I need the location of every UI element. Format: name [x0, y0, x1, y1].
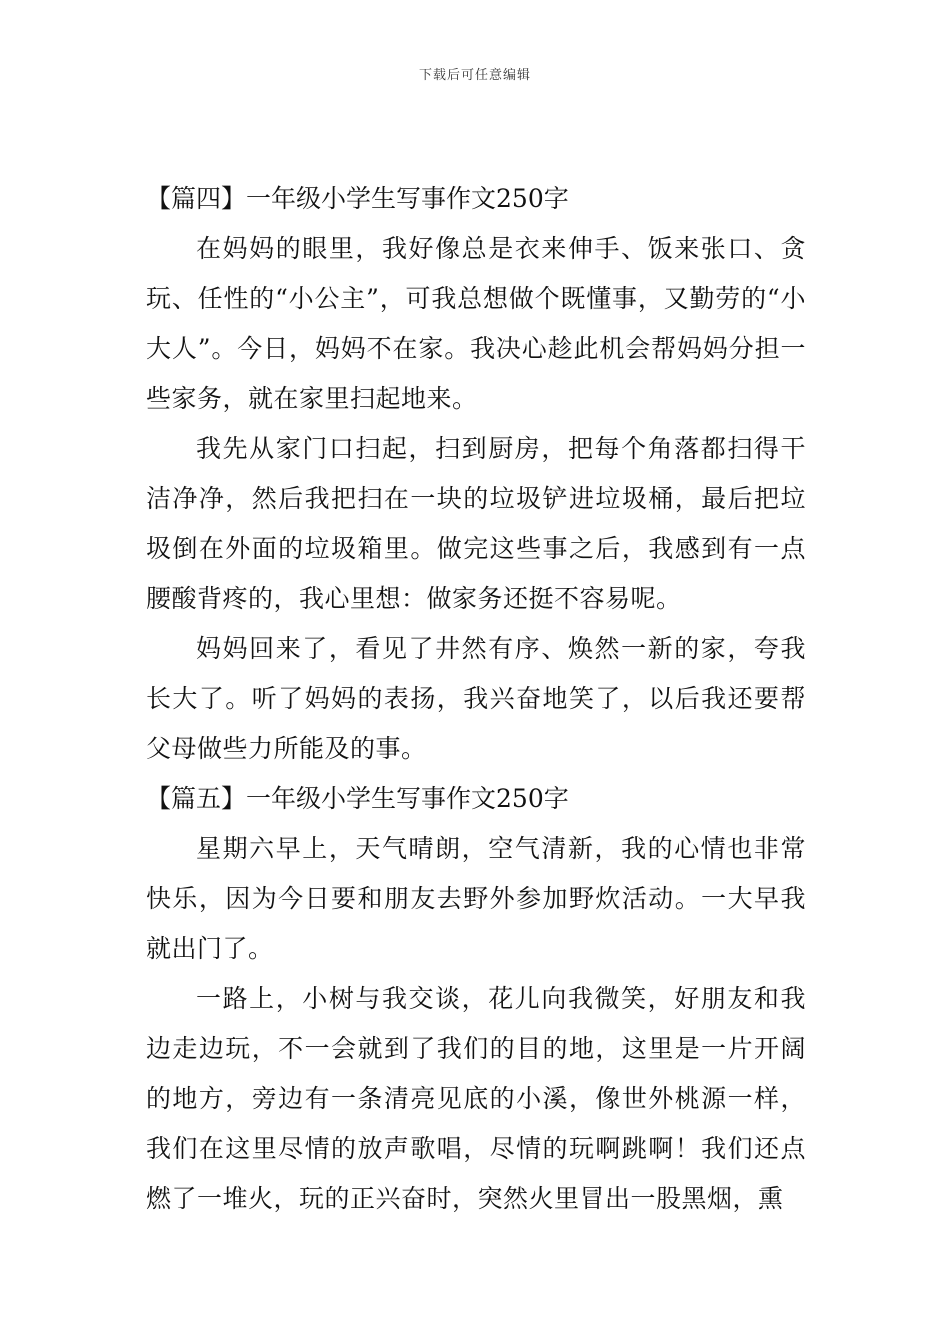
paragraph: 在妈妈的眼里，我好像总是衣来伸手、饭来张口、贪玩、任性的“小公主”，可我总想做个既懂事，又勤劳的“小大人”。今日，妈妈不在家。我决心趁此机会帮妈妈分担一些家务，就在家里扫起地来。 [146, 234, 806, 413]
section-title-5: 【篇五】一年级小学生写事作文250字 [146, 784, 569, 813]
paragraph: 妈妈回来了，看见了井然有序、焕然一新的家，夸我长大了。听了妈妈的表扬，我兴奋地笑了，以后我还要帮父母做些力所能及的事。 [146, 634, 806, 763]
paragraph: 一路上，小树与我交谈，花儿向我微笑，好朋友和我边走边玩，不一会就到了我们的目的地，这里是一片开阔的地方，旁边有一条清亮见底的小溪，像世外桃源一样，我们在这里尽情的放声歌唱，尽情的玩啊跳啊！我们还点燃了一堆火，玩的正兴奋时，突然火里冒出一股黑烟，熏 [146, 984, 806, 1213]
document-body [146, 174, 806, 1224]
page-header-note: 下载后可任意编辑 [418, 68, 531, 83]
paragraph: 我先从家门口扫起，扫到厨房，把每个角落都扫得干洁净净，然后我把扫在一块的垃圾铲进垃圾桶，最后把垃圾倒在外面的垃圾箱里。做完这些事之后，我感到有一点腰酸背疼的，我心里想：做家务还挺不容易呢。 [146, 434, 806, 613]
section-title-4: 【篇四】一年级小学生写事作文250字 [146, 184, 569, 213]
paragraph: 星期六早上，天气晴朗，空气清新，我的心情也非常快乐，因为今日要和朋友去野外参加野炊活动。一大早我就出门了。 [146, 834, 806, 963]
